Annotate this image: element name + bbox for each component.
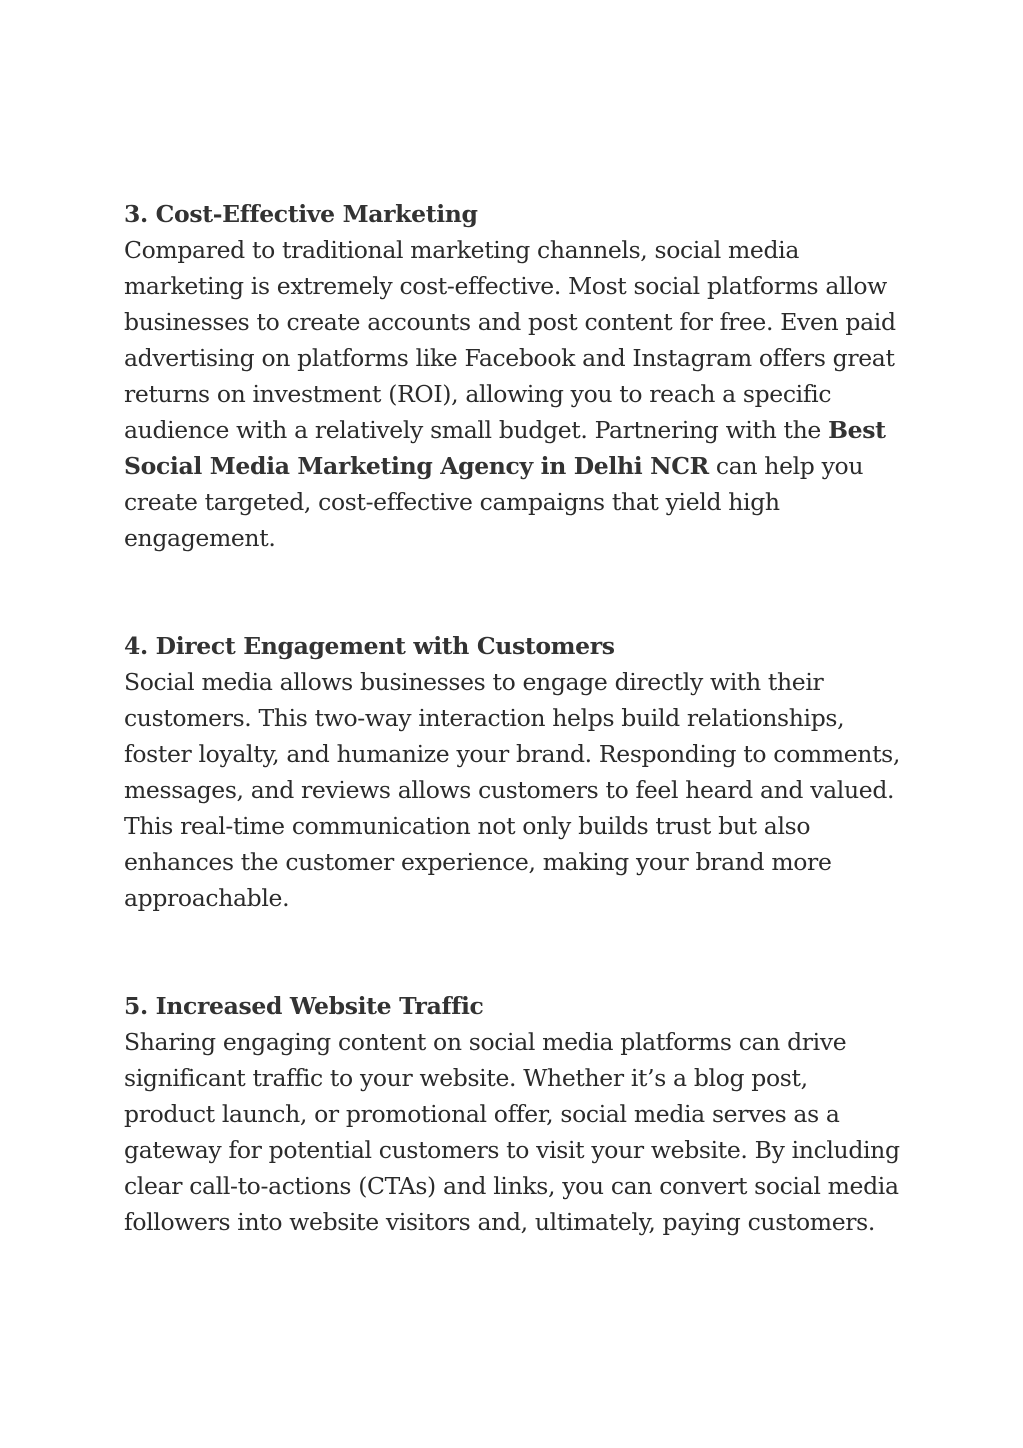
section-paragraph: Sharing engaging content on social media platforms can drive significant traffic to your website. Whether it’s a blog post, product launch, or promotional offer, social media serves as a gateway for potential customers to visit your website. By including clear call-to-actions (CTAs) and links, you can convert social media followers into website visitors and, ultimately, paying customers.: [124, 1028, 900, 1236]
section-heading: 3. Cost-Effective Marketing: [124, 200, 478, 228]
section-website-traffic: [124, 988, 904, 1240]
section-heading: 4. Direct Engagement with Customers: [124, 632, 615, 660]
section-heading: 5. Increased Website Traffic: [124, 992, 484, 1020]
bold-agency-name: Best Social Media Marketing Agency in Delhi NCR: [124, 416, 886, 480]
document-page: [124, 196, 904, 1312]
section-direct-engagement: [124, 628, 904, 916]
section-paragraph: [124, 232, 904, 556]
section-paragraph: Social media allows businesses to engage directly with their customers. This two-way interaction helps build relationships, foster loyalty, and humanize your brand. Responding to comments, messages, and reviews allows customers to feel heard and valued. This real-time communication not only builds trust but also enhances the customer experience, making your brand more approachable.: [124, 668, 901, 912]
paragraph-text: Compared to traditional marketing channels, social media marketing is extremely cost-effective. Most social platforms allow businesses to create accounts and post content for free. Even paid advertising on platforms like Facebook and Instagram offers great returns on investment (ROI), allowing you to reach a specific audience with a relatively small budget. Partnering with the: [124, 236, 896, 444]
paragraph-text: can help you create targeted, cost-effective campaigns that yield high engagement.: [124, 452, 864, 552]
section-cost-effective-marketing: [124, 196, 904, 556]
